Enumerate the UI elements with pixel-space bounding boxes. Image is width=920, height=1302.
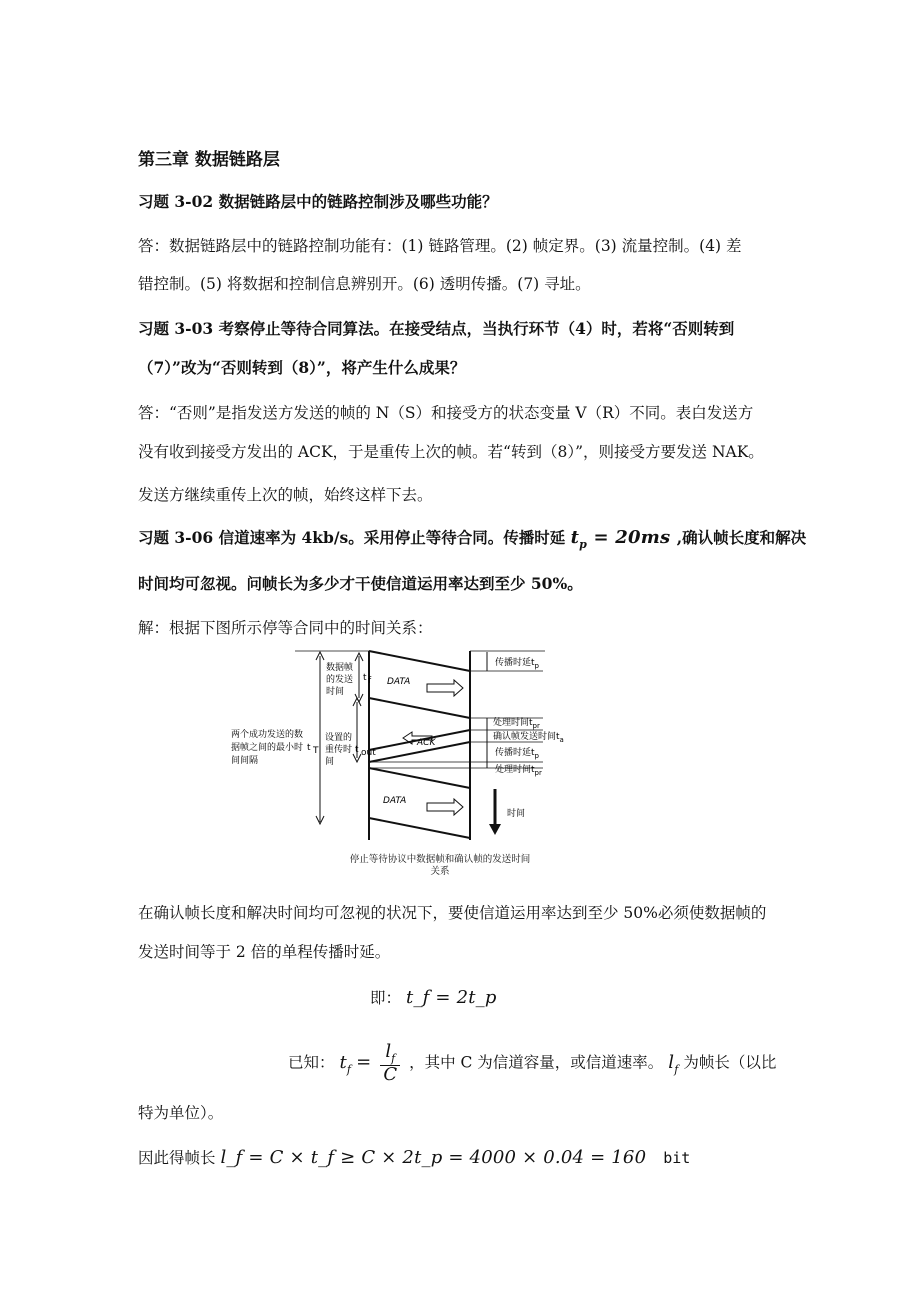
second-data-frame-top-edge <box>369 768 470 788</box>
left-label-line-3: 间间隔 <box>231 756 259 766</box>
data-frame-bottom-edge <box>369 698 470 718</box>
final-expression: l_f = C × t_f ≥ C × 2t_p = 4000 × 0.04 = 160 <box>220 1147 647 1168</box>
problem-3-06-title-before-formula: 习题 3-06 信道速率为 4kb/s。采用停止等待合同。传播时延 <box>138 528 566 547</box>
data-frame-label-line-3: 时间 <box>326 687 345 697</box>
right-labels <box>493 656 564 777</box>
solution-intro: 解：根据下图所示停等合同中的时间关系： <box>138 619 433 637</box>
problem-3-02-answer-line-2: 错控制。(5) 将数据和控制信息辨别开。(6) 透明传播。(7) 寻址。 <box>138 275 591 293</box>
ack-label: ACK <box>417 738 436 748</box>
data-label-2: DATA <box>383 796 407 806</box>
retransmission-label-line-1: 设置的 <box>325 733 353 743</box>
tout-symbol-sub: out <box>361 748 376 758</box>
conclusion-line-1: 在确认帧长度和解决时间均可忽视的状况下，要使信道运用率达到至少 50%必须使数据帧的 <box>138 904 767 922</box>
data-label-1: DATA <box>387 677 411 687</box>
diagram-caption-line-2: 关系 <box>430 866 450 877</box>
final-prefix: 因此得帧长 <box>138 1149 216 1167</box>
chapter-title: 第三章 数据链路层 <box>138 150 280 170</box>
diagram-caption <box>330 854 550 878</box>
retransmission-label-line-3: 间 <box>325 757 335 767</box>
equation-2-line <box>288 1043 776 1084</box>
final-unit: bit <box>663 1149 691 1167</box>
stop-and-wait-timing-diagram <box>225 646 795 886</box>
equation-2-tail-variable: $l_f$ <box>668 1051 679 1076</box>
second-data-frame-bottom-edge <box>369 818 470 838</box>
left-label-line-1: 两个成功发送的数 <box>231 730 304 740</box>
equation-1-label: 即： <box>370 989 402 1007</box>
right-label-2: 处理时间$t_{pr}$ <box>493 718 540 730</box>
right-label-5: 处理时间$t_{pr}$ <box>495 765 542 777</box>
problem-3-03-title-line-1: 习题 3-03 考察停止等待合同算法。在接受结点，当执行环节（4）时，若将“否则转到 <box>138 319 735 338</box>
problem-3-02-answer-line-1: 答：数据链路层中的链路控制功能有：(1) 链路管理。(2) 帧定界。(3) 流量控制。(4) 差 <box>138 237 742 255</box>
problem-3-03-title-line-2: （7）”改为“否则转到（8）”，将产生什么成果？ <box>138 358 466 377</box>
tf-symbol: t <box>363 673 367 683</box>
problem-3-06-title-after-formula: ,确认帧长度和解决 <box>676 528 807 547</box>
diagram-caption-line-1: 停止等待协议中数据帧和确认帧的发送时间 <box>349 854 531 865</box>
propagation-delay-formula: $t_p = 20ms$ <box>570 527 671 551</box>
right-label-1: 传播时延$t_p$ <box>495 658 539 670</box>
tf-symbol-sub: f <box>368 676 372 686</box>
final-equation-line <box>138 1148 690 1168</box>
equation-2-tail-text: 为帧长（以比 <box>683 1053 777 1072</box>
equation-2-tail-line-2: 特为单位）。 <box>138 1104 224 1122</box>
left-labels <box>231 661 376 767</box>
data-arrow-2 <box>427 799 463 815</box>
retransmission-label-line-2: 重传时 <box>325 745 353 755</box>
right-label-3: 确认帧发送时间$t_a$ <box>493 732 564 744</box>
left-symbol-sub: T <box>313 746 319 756</box>
equation-2-text: ，其中 C 为信道容量，或信道速率。 <box>409 1053 664 1072</box>
tout-symbol: t <box>355 745 359 755</box>
problem-3-03-answer-line-1: 答：“否则”是指发送方发送的帧的 N（S）和接受方的状态变量 V（R）不同。表白发送方 <box>138 404 754 422</box>
problem-3-03-answer-line-3: 发送方继续重传上次的帧，始终这样下去。 <box>138 486 433 504</box>
data-frame-label-line-2: 的发送 <box>326 675 354 685</box>
equation-1-body: t_f = 2t_p <box>405 987 497 1008</box>
time-arrow-head <box>489 824 501 835</box>
data-frame-label-line-1: 数据帧 <box>326 663 354 673</box>
left-symbol: t <box>307 743 311 753</box>
equals-sign: = <box>356 1051 372 1073</box>
equation-2-left: $t_f$ <box>339 1051 352 1076</box>
data-arrow-1 <box>427 680 463 696</box>
problem-3-06-title-line-2: 时间均可忽视。问帧长为多少才干使信道运用率达到至少 50%。 <box>138 574 583 593</box>
problem-3-03-answer-line-2: 没有收到接受方发出的 ACK，于是重传上次的帧。若“转到（8）”，则接受方要发送 NAK。 <box>138 443 764 461</box>
data-frame-top-edge <box>369 651 470 671</box>
right-label-4: 传播时延$t_p$ <box>495 748 539 760</box>
left-label-line-2: 据帧之间的最小时 <box>231 743 304 753</box>
equation-2-label: 已知： <box>288 1053 335 1072</box>
problem-3-06-title-line-1 <box>138 528 806 555</box>
time-label: 时间 <box>507 809 526 819</box>
conclusion-line-2: 发送时间等于 2 倍的单程传播时延。 <box>138 943 391 961</box>
equation-1 <box>370 988 497 1008</box>
equation-2-fraction: $\frac{l_f}{C}$ <box>380 1043 400 1084</box>
problem-3-02-title: 习题 3-02 数据链路层中的链路控制涉及哪些功能？ <box>138 192 498 211</box>
